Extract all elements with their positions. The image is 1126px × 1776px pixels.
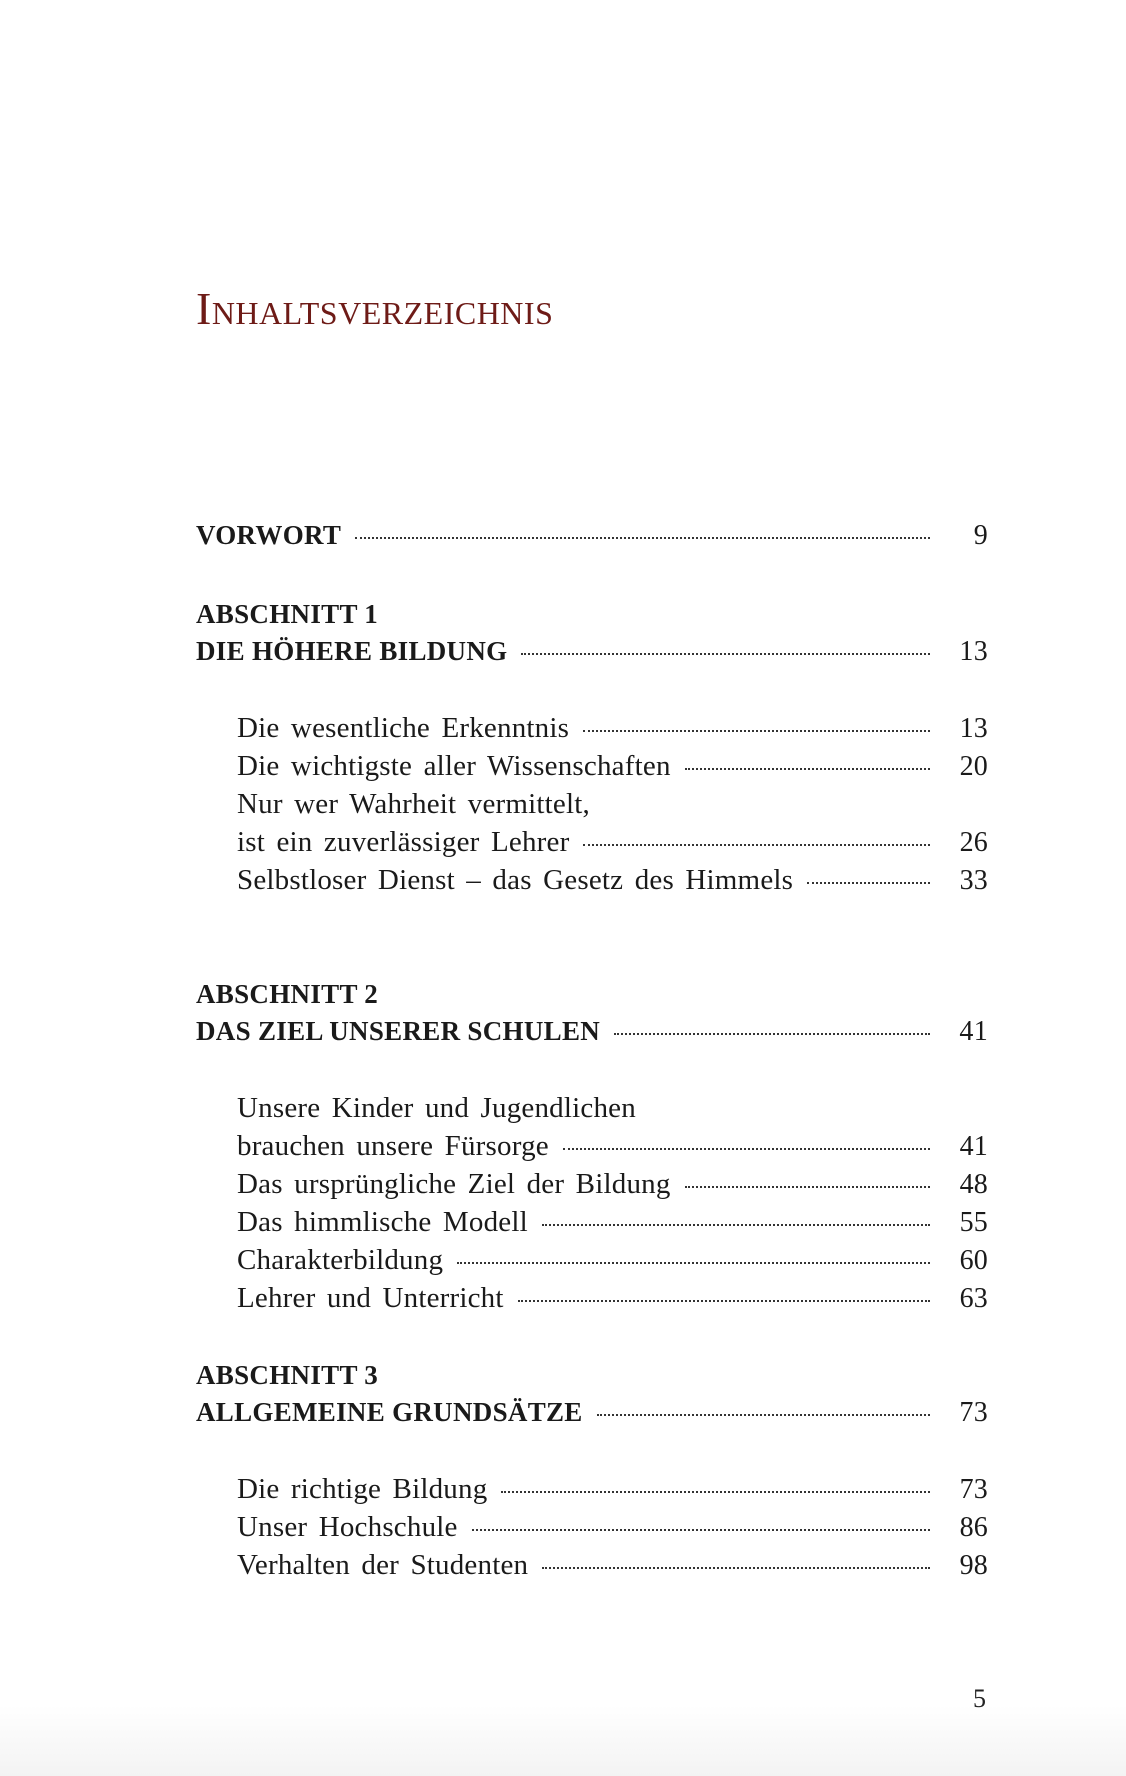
dot-leader	[563, 1148, 930, 1150]
toc-page-number: 41	[959, 1131, 988, 1162]
toc-page-number: 48	[959, 1169, 988, 1200]
toc-entry-label: Verhalten der Studenten	[237, 1549, 529, 1581]
toc-entry[interactable]	[237, 1206, 988, 1239]
toc-entry[interactable]	[237, 750, 988, 783]
dot-leader	[518, 1300, 930, 1302]
page-title: Inhaltsverzeichnis	[196, 283, 554, 334]
toc-entry-label: ALLGEMEINE GRUNDSÄTZE	[196, 1397, 583, 1427]
toc-entry-label: DIE HÖHERE BILDUNG	[196, 636, 508, 666]
dot-leader	[542, 1567, 930, 1569]
toc-page-number: 86	[959, 1512, 988, 1543]
toc-page-number: 98	[959, 1550, 988, 1581]
toc-entry-label: Unser Hochschule	[237, 1511, 458, 1543]
toc-page-number: 41	[959, 1016, 988, 1047]
toc-entry[interactable]	[237, 712, 988, 745]
toc-entry[interactable]	[237, 864, 988, 897]
dot-leader	[583, 844, 930, 846]
toc-page-number: 73	[959, 1397, 988, 1428]
dot-leader	[597, 1414, 930, 1416]
dot-leader	[457, 1262, 930, 1264]
page-number-footer: 5	[973, 1684, 986, 1713]
section-number-label: ABSCHNITT 2	[196, 979, 379, 1009]
toc-entry[interactable]	[237, 1130, 988, 1163]
dot-leader	[521, 653, 930, 655]
dot-leader	[614, 1033, 930, 1035]
toc-page-number: 26	[959, 827, 988, 858]
toc-entry[interactable]	[237, 1549, 988, 1582]
toc-entry-label: Charakterbildung	[237, 1244, 444, 1276]
dot-leader	[583, 730, 930, 732]
toc-entry[interactable]	[237, 1473, 988, 1506]
toc-entry[interactable]	[237, 1168, 988, 1201]
toc-page-number: 9	[973, 520, 988, 551]
toc-entry-label: Das himmlische Modell	[237, 1206, 528, 1238]
toc-page-number: 60	[959, 1245, 988, 1276]
toc-page-number: 63	[959, 1283, 988, 1314]
toc-entry-first-line[interactable]: Nur wer Wahrheit vermittelt,	[237, 788, 590, 820]
toc-entry-label: DAS ZIEL UNSERER SCHULEN	[196, 1016, 601, 1046]
toc-entry[interactable]	[237, 1244, 988, 1277]
toc-entry-first-line[interactable]: Unsere Kinder und Jugendlichen	[237, 1092, 636, 1124]
toc-page-number: 33	[959, 865, 988, 896]
toc-entry-label: VORWORT	[196, 520, 342, 550]
dot-leader	[355, 537, 930, 539]
toc-entry-label: Das ursprüngliche Ziel der Bildung	[237, 1168, 671, 1200]
dot-leader	[542, 1224, 930, 1226]
toc-entry-vorwort[interactable]	[196, 520, 988, 552]
toc-entry-label: Selbstloser Dienst – das Gesetz des Himmels	[237, 864, 794, 896]
toc-section-title[interactable]	[196, 1397, 988, 1429]
toc-entry-label: ist ein zuverlässiger Lehrer	[237, 826, 570, 858]
toc-entry[interactable]	[237, 1282, 988, 1315]
dot-leader	[501, 1491, 930, 1493]
dot-leader	[685, 1186, 930, 1188]
toc-entry-label: Die wichtigste aller Wissenschaften	[237, 750, 671, 782]
toc-page-number: 13	[959, 713, 988, 744]
section-number-label: ABSCHNITT 1	[196, 599, 379, 629]
toc-page-number: 20	[959, 751, 988, 782]
toc-section-title[interactable]	[196, 1016, 988, 1048]
toc-entry-label: Lehrer und Unterricht	[237, 1282, 504, 1314]
dot-leader	[685, 768, 930, 770]
toc-page-number: 13	[959, 636, 988, 667]
toc-entry-label: brauchen unsere Fürsorge	[237, 1130, 549, 1162]
toc-page-number: 55	[959, 1207, 988, 1238]
toc-entry-label: Die wesentliche Erkenntnis	[237, 712, 570, 744]
toc-entry[interactable]	[237, 826, 988, 859]
toc-entry[interactable]	[237, 1511, 988, 1544]
toc-section-title[interactable]	[196, 636, 988, 668]
dot-leader	[807, 882, 930, 884]
dot-leader	[472, 1529, 930, 1531]
section-number-label: ABSCHNITT 3	[196, 1360, 379, 1390]
toc-page-number: 73	[959, 1474, 988, 1505]
toc-entry-label: Die richtige Bildung	[237, 1473, 488, 1505]
